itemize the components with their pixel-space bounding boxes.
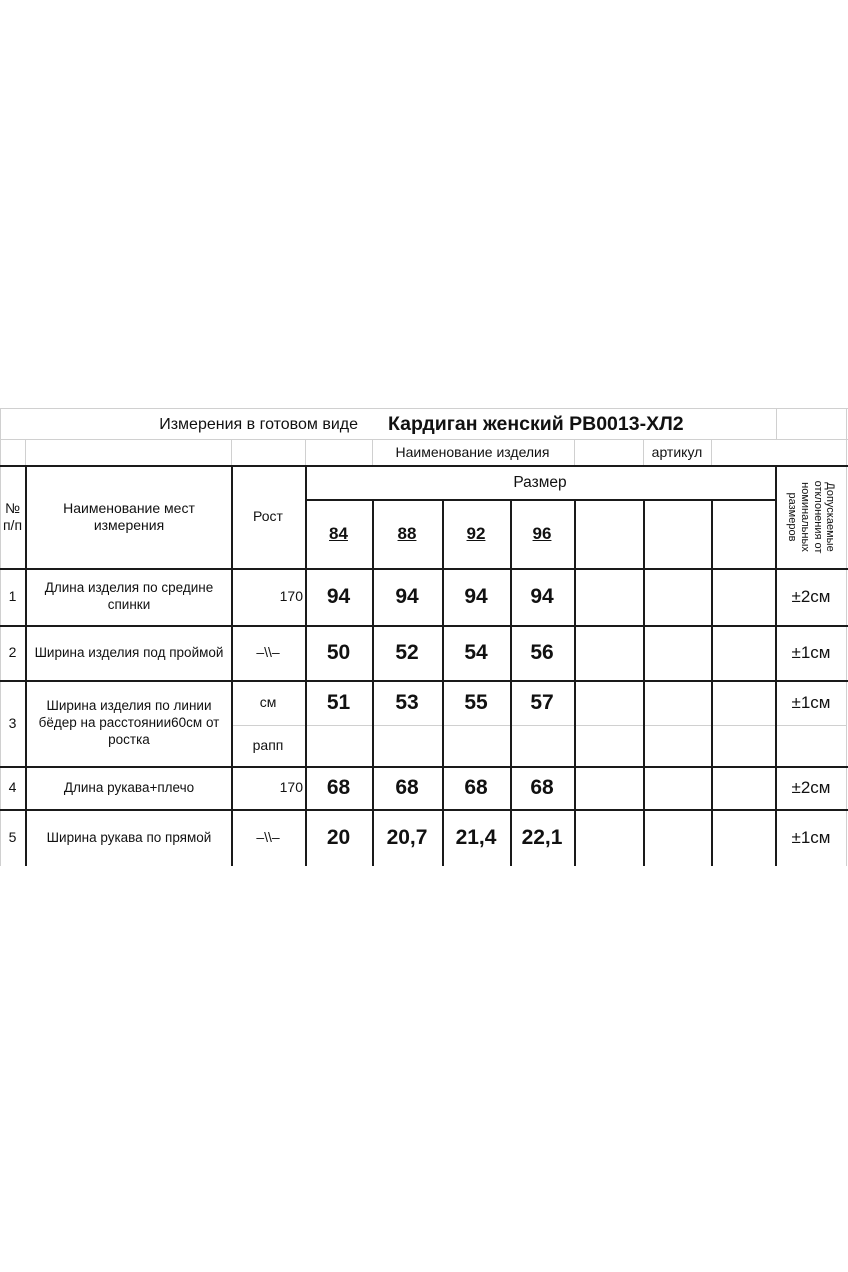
value-cell: 68 <box>530 775 554 799</box>
row-height: 170 <box>279 779 303 796</box>
row-height: –\\– <box>256 644 280 661</box>
value-cell: 56 <box>530 640 554 664</box>
grid-line <box>372 439 373 465</box>
row-number: 3 <box>8 714 17 731</box>
row-height: –\\– <box>256 829 280 846</box>
product-name-label: Наименование изделия <box>395 444 550 461</box>
grid-line <box>846 408 847 866</box>
grid-line <box>305 439 306 465</box>
value-cell: 57 <box>530 690 554 714</box>
col-header-size: Размер <box>513 474 567 492</box>
row-number: 1 <box>8 588 17 605</box>
value-cell: 94 <box>464 584 488 608</box>
size-header-84: 84 <box>329 524 348 544</box>
value-cell: 94 <box>530 584 554 608</box>
value-cell: 20 <box>326 825 351 849</box>
row-measurement-name: Ширина изделия под проймой <box>34 644 224 660</box>
value-cell: 20,7 <box>386 825 428 849</box>
article-label: артикул <box>651 444 703 461</box>
grid-line <box>776 725 846 726</box>
tolerance-cell: ±2см <box>791 778 831 798</box>
grid-line <box>776 408 777 439</box>
row-number: 5 <box>8 829 17 846</box>
sheet-title: Кардиган женский РВ0013-ХЛ2 <box>388 412 684 435</box>
value-cell: 21,4 <box>455 825 497 849</box>
col-header-number: № п/п <box>2 499 23 533</box>
value-cell: 68 <box>395 775 419 799</box>
col-header-place: Наименование мест измерения <box>63 499 195 533</box>
value-cell: 54 <box>464 640 488 664</box>
value-cell: 22,1 <box>521 825 563 849</box>
table-border <box>643 499 645 866</box>
size-header-92: 92 <box>466 524 486 544</box>
row-height-secondary: рапп <box>252 737 284 754</box>
value-cell: 94 <box>326 584 351 608</box>
value-cell: 94 <box>395 584 419 608</box>
grid-line <box>711 439 712 465</box>
tolerance-cell: ±1см <box>791 828 831 848</box>
row-height: см <box>259 694 277 711</box>
tolerance-header-text: Допускаемые отклонения от номинальных размеров <box>786 480 837 553</box>
grid-line <box>574 439 575 465</box>
value-cell: 53 <box>395 690 419 714</box>
value-cell: 68 <box>464 775 488 799</box>
row-number: 4 <box>8 779 17 796</box>
row-height: 170 <box>279 588 303 605</box>
row-number: 2 <box>8 644 17 661</box>
tolerance-cell: ±1см <box>791 643 831 663</box>
value-cell: 55 <box>464 690 488 714</box>
col-header-height: Рост <box>253 508 283 525</box>
row-measurement-name: Ширина изделия по линии бёдер на расстоянии60см от ростка <box>38 698 220 747</box>
row-measurement-name: Длина рукава+плечо <box>63 779 195 795</box>
value-cell: 51 <box>326 690 351 714</box>
value-cell: 50 <box>326 640 351 664</box>
table-border <box>574 499 576 866</box>
size-header-88: 88 <box>397 524 417 544</box>
size-header-96: 96 <box>532 524 552 544</box>
grid-line <box>25 439 26 465</box>
tolerance-cell: ±2см <box>791 587 831 607</box>
table-border <box>711 499 713 866</box>
row-measurement-name: Ширина рукава по прямой <box>46 829 212 845</box>
value-cell: 52 <box>395 640 419 664</box>
grid-line <box>305 725 775 726</box>
grid-line <box>231 439 232 465</box>
sheet-subtitle: Измерения в готовом виде <box>159 416 358 433</box>
tolerance-cell: ±1см <box>791 693 831 713</box>
value-cell: 68 <box>326 775 351 799</box>
row-measurement-name: Длина изделия по средине спинки <box>44 580 214 612</box>
col-header-tolerance <box>778 465 844 568</box>
